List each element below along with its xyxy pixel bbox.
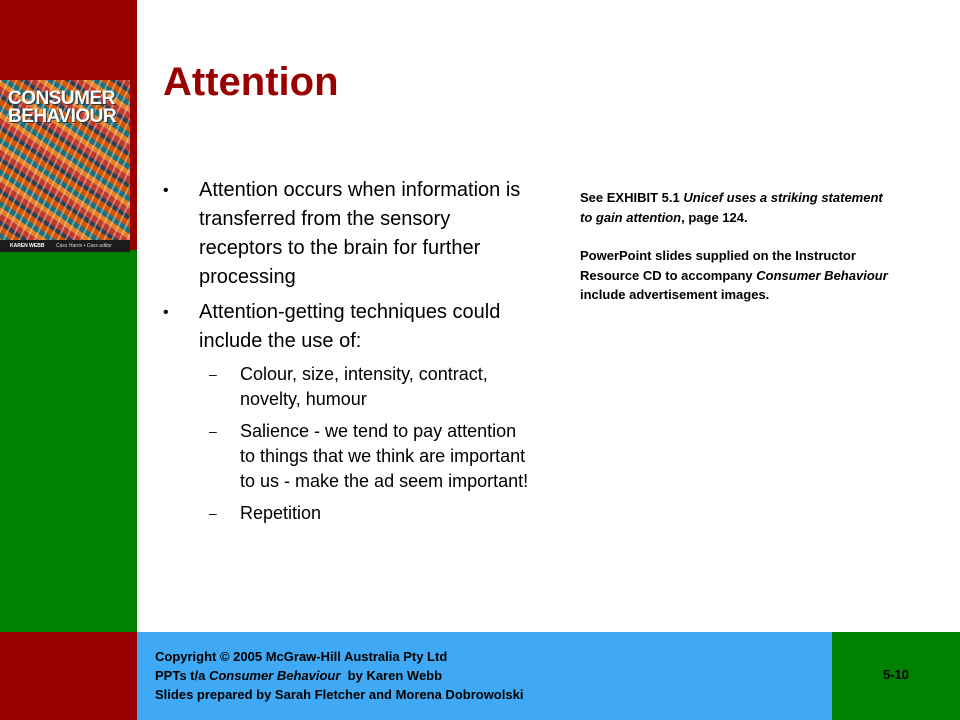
dash-marker: – — [209, 366, 217, 382]
credit-prefix: PPTs t/a — [155, 668, 209, 683]
page-number: 5-10 — [882, 667, 910, 682]
book-cover-editor: Cass Harris • Cass editor — [56, 243, 112, 249]
footer-copyright — [155, 647, 523, 704]
resource-text-end: include advertisement images. — [580, 287, 770, 302]
copyright-line: Copyright © 2005 McGraw-Hill Australia Pty Ltd — [155, 649, 448, 664]
bullet-marker: • — [163, 304, 169, 321]
bullet-list — [163, 176, 533, 533]
exhibit-caption: Unicef uses a striking statement to gain attention — [580, 190, 883, 225]
resource-note — [580, 246, 890, 305]
side-note — [580, 188, 890, 324]
sub-bullet-text: Colour, size, intensity, contract, novelty, humour — [240, 364, 488, 409]
resource-text: PowerPoint slides supplied on the Instructor Resource CD to accompany — [580, 248, 856, 283]
book-cover-title: CONSUMER BEHAVIOUR — [8, 88, 117, 127]
credit-book-title: Consumer Behaviour — [208, 668, 341, 683]
bullet-text: Attention occurs when information is transferred from the sensory receptors to the brain for further processing — [199, 179, 521, 288]
book-cover-author-bar — [0, 240, 130, 252]
dash-marker: – — [209, 505, 217, 521]
sidebar-green-panel — [0, 250, 137, 632]
sub-bullet-item — [163, 362, 533, 412]
prepared-by-line: Slides prepared by Sarah Fletcher and Morena Dobrowolski — [155, 687, 524, 702]
book-cover-image — [0, 80, 130, 252]
bullet-item — [163, 298, 533, 356]
credit-line — [155, 666, 523, 685]
dash-marker: – — [209, 423, 217, 439]
exhibit-note — [580, 188, 890, 227]
exhibit-ref: See EXHIBIT 5.1 — [580, 190, 684, 205]
credit-author: by Karen Webb — [340, 668, 443, 683]
sub-bullet-text: Salience - we tend to pay attention to things that we think are important to us - make the ad seem important! — [240, 421, 529, 491]
exhibit-page: , page 124. — [681, 209, 748, 225]
bullet-text: Attention-getting techniques could include the use of: — [199, 301, 501, 352]
bullet-item — [163, 176, 533, 292]
sub-bullet-item — [163, 501, 533, 526]
sub-bullet-item — [163, 419, 533, 494]
sub-bullet-text: Repetition — [240, 503, 322, 523]
resource-book-title: Consumer Behaviour — [756, 267, 888, 283]
bullet-marker: • — [163, 182, 169, 199]
footer-red-panel — [0, 632, 137, 720]
slide-title: Attention — [163, 60, 339, 104]
book-cover-author: KAREN WEBB — [10, 243, 45, 249]
